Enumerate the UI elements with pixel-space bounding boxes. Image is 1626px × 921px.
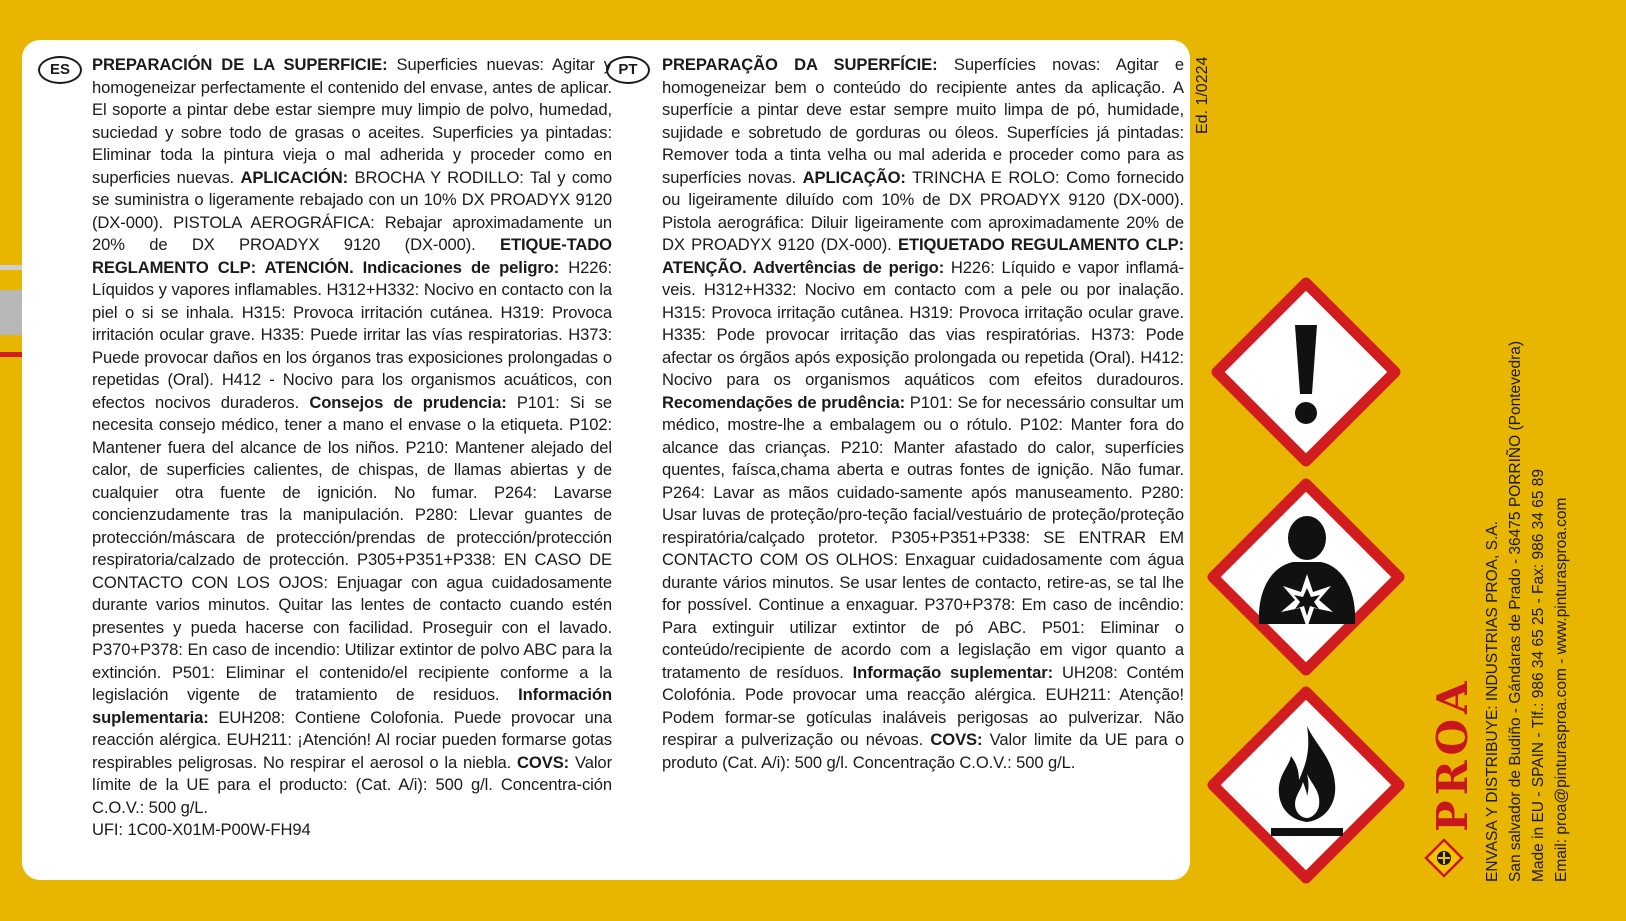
proa-logo-icon	[1424, 838, 1464, 878]
health-hazard-icon	[1207, 478, 1405, 676]
es-voc-heading: COVS:	[517, 752, 570, 772]
side-strip-red	[0, 352, 22, 357]
es-precautionary-heading: Consejos de prudencia:	[309, 392, 507, 412]
es-surface-prep-text: Superficies nuevas: Agitar y homogeneizar perfectamente el contenido del envase, antes de aplicar. El soporte a pintar debe estar siempre muy limpio de polvo, humedad, suciedad y sobre todo de grasas o aceites. Superficies ya pintadas: Eliminar toda la pintura vieja o mal adherida y proceder como en superficies nuevas.	[92, 55, 612, 187]
pt-voc-text: Valor limite da UE para o produto (Cat. A/i): 500 g/l. Concentração C.O.V.: 500 g/L.	[662, 730, 1184, 772]
pt-application-heading: APLICAÇÃO:	[802, 167, 906, 187]
spanish-text-column	[92, 54, 612, 842]
proa-brand-name: PROA	[1428, 676, 1477, 832]
language-badge-es: ES	[38, 56, 82, 84]
label-text-panel	[22, 40, 1190, 880]
es-ufi-code: UFI: 1C00-X01M-P00W-FH94	[92, 820, 311, 839]
flame-icon	[1207, 686, 1405, 884]
pt-precautionary-text: P101: Se for necessário consultar um médico, mostre-lhe a embalagem ou o rótulo. P102: Manter fora do alcance das crianças. P210: Manter afastado do calor, superfícies quentes, faísca,chama aberta e outras fontes de ignição. Não fumar. P264: Lavar as mãos cuidado-samente após manuseamento. P280: Usar luvas de proteção/pro-teção facial/vestuário de proteção/proteção respiratória/calçado protetor. P305+P351+P338: SE ENTRAR EM CONTACTO COM OS OLHOS: Enxaguar cuidadosamente com água durante vários minutos. Se usar lentes de contacto, retire-as, se tal lhe for possível. Continue a enxaguar. P370+P378: Em caso de incêndio: Para extinguir utilizar extintor de pó ABC. P501: Eliminar o conteúdo/recipiente de acordo com a legislação em vigor quanto a tratamento de resíduos.	[662, 392, 1184, 682]
portuguese-text-column	[662, 54, 1184, 774]
es-hazard-statements: H226: Líquidos y vapores inflamables. H312+H332: Nocivo en contacto con la piel o si se inhala. H315: Provoca irritación cutánea. H319: Provoca irritación ocular grave. H335: Puede irritar las vías respiratorias. H373: Puede provocar daños en los órganos tras exposiciones prolongadas o repetidas (Oral). H412 - Nocivo para los organismos acuáticos, con efectos nocivos duraderos.	[92, 257, 612, 412]
es-supplementary-text: EUH208: Contiene Colofonia. Puede provocar una reacción alérgica. EUH211: ¡Atención! Al rociar pueden formarse gotas respirables peligrosas. No respirar el aerosol o la niebla.	[92, 707, 612, 772]
es-precautionary-text: P101: Si se necesita consejo médico, tener a mano el envase o la etiqueta. P102: Mantener fuera del alcance de los niños. P210: Mantener alejado del calor, de superficies calientes, de chispas, de llamas abiertas y de cualquier otra fuente de ignición. No fumar. P264: Lavarse concienzudamente tras la manipulación. P280: Llevar guantes de protección/máscara de protección/prendas de protección/protección respiratoria/calzado de protección. P305+P351+P338: EN CASO DE CONTACTO CON LOS OJOS: Enjuagar con agua cuidadosamente durante varios minutos. Quitar las lentes de contacto cuando estén presentes y pueda hacerse con facilidad. Proseguir con el lavado. P370+P378: En caso de incendio: Utilizar extintor de polvo ABC para la extinción. P501: Eliminar el contenido/el recipiente conforme a la legislación vigente de tratamiento de residuos.	[92, 392, 612, 704]
pt-hazard-statements: H226: Líquido e vapor inflamá-veis. H312+H332: Nocivo em contacto com a pele ou por inalação. H315: Provoca irritação cutânea. H319: Provoca irritação ocular grave. H335: Pode provocar irritação das vias respiratórias. H373: Pode afectar os órgãos após exposição prolongada ou repetida (Oral). H412: Nocivo para os organismos aquáticos com efeitos duradouros.	[662, 257, 1184, 389]
es-clp-heading: ETIQUE-TADO REGLAMENTO CLP: ATENCIÓN. Indicaciones de peligro:	[92, 235, 612, 277]
pt-voc-heading: COVS:	[930, 730, 983, 749]
side-strip-light	[0, 265, 22, 270]
company-address: San salvador de Budiño - Gándaras de Prado - 36475 PORRIÑO (Pontevedra)	[1507, 340, 1524, 882]
es-surface-prep-heading: PREPARACIÓN DE LA SUPERFICIE:	[92, 55, 388, 74]
side-strip-grey	[0, 290, 22, 335]
company-distributor: ENVASA Y DISTRIBUYE: INDUSTRIAS PROA, S.A.	[1484, 521, 1501, 882]
pt-supplementary-heading: Informação suplementar:	[852, 662, 1054, 682]
company-email-web: Email: proa@pinturasproa.com - www.pinturasproa.com	[1553, 497, 1570, 882]
edition-number: Ed. 1/0224	[1194, 56, 1211, 134]
es-application-heading: APLICACIÓN:	[240, 167, 349, 187]
pt-surface-prep-heading: PREPARAÇÃO DA SUPERFÍCIE:	[662, 55, 938, 74]
pt-supplementary-text: UH208: Contém Colofónia. Pode provocar uma reacção alérgica. EUH211: Atenção! Podem formar-se gotículas inaláveis perigosas ao pulverizar. Não respirar a pulverização ou névoas.	[662, 662, 1185, 749]
exclamation-mark-icon	[1211, 277, 1401, 467]
language-badge-pt: PT	[606, 56, 650, 84]
pt-precautionary-heading: Recomendações de prudência:	[662, 392, 906, 412]
es-voc-text: Valor límite de la UE para el producto: (Cat. A/i): 500 g/l. Concentra-ción C.O.V.: 500 g/L.	[92, 752, 612, 817]
company-phone-fax: Made in EU - SPAIN - Tlf.: 986 34 65 25 - Fax: 986 34 65 89	[1530, 469, 1547, 882]
pt-clp-heading: ETIQUETADO REGULAMENTO CLP: ATENÇÃO. Advertências de perigo:	[662, 235, 1184, 277]
es-supplementary-heading: Información suplementaria:	[92, 685, 612, 727]
pt-surface-prep-text: Superfícies novas: Agitar e homogeneizar bem o conteúdo do recipiente antes da aplicação. A superfície a pintar deve estar sempre muito limpa de pó, humidade, sujidade e sobretudo de gorduras ou óleos. Superfícies já pintadas: Remover toda a tinta velha ou mal aderida e proceder como para as superfícies novas.	[662, 55, 1184, 187]
pt-application-text: TRINCHA E ROLO: Como fornecido ou ligeiramente diluído com 10% de DX PROADYX 9120 (DX-000). Pistola aerográfica: Diluir ligeiramente com aproximadamente 20% de DX PROADYX 9120 (DX-000).	[662, 167, 1184, 254]
es-application-text: BROCHA Y RODILLO: Tal y como se suministra o ligeramente rebajado con un 10% DX PROADYX 9120 (DX-000). PISTOLA AEROGRÁFICA: Rebajar aproximadamente un 20% de DX PROADYX 9120 (DX-000).	[92, 167, 612, 254]
